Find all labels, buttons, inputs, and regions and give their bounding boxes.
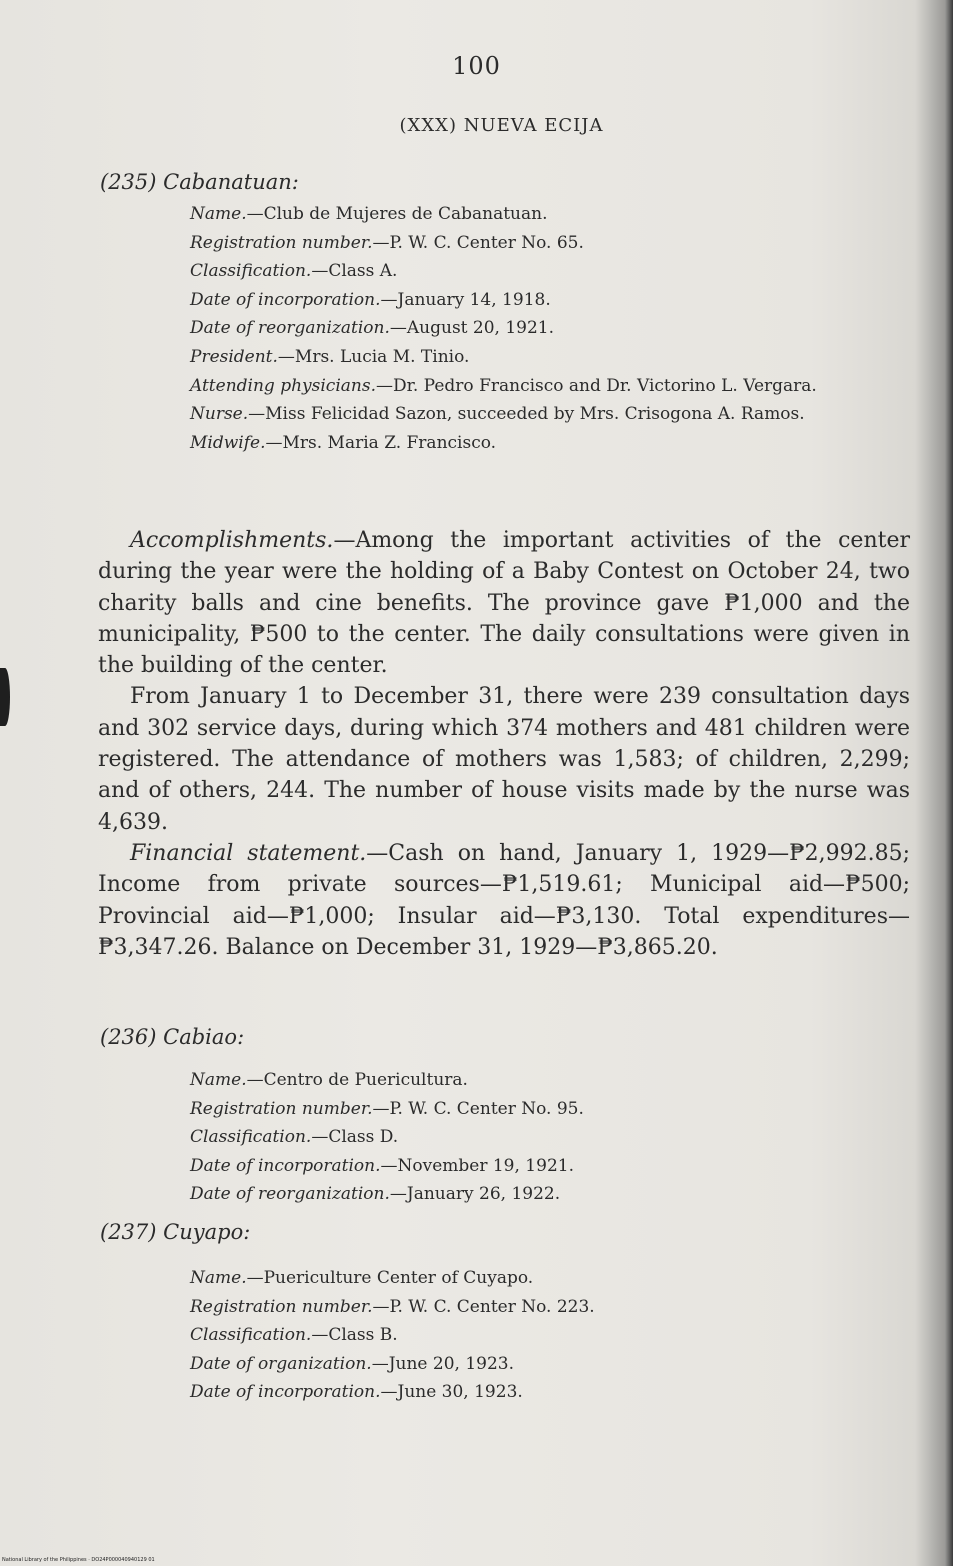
paragraph-lead: Financial statement.: [130, 840, 367, 866]
detail-row: [190, 1180, 912, 1209]
detail-value: Mrs. Lucia M. Tinio.: [294, 346, 470, 367]
dash: —: [333, 528, 356, 553]
paragraph-financial-statement: [98, 838, 910, 963]
detail-row: [190, 1350, 912, 1379]
entry-number: (237): [100, 1220, 157, 1244]
detail-label: Date of reorganization.: [190, 1184, 390, 1205]
entry-narrative-cabanatuan: [98, 525, 910, 963]
section-heading: (XXX) NUEVA ECIJA: [399, 115, 604, 136]
detail-row: [190, 1095, 912, 1124]
detail-value: P. W. C. Center No. 65.: [389, 232, 584, 253]
detail-row: [190, 1293, 912, 1322]
detail-row: [190, 200, 912, 229]
detail-row: [190, 286, 912, 315]
dash: —: [380, 1382, 398, 1403]
entry-place: Cuyapo:: [163, 1220, 251, 1244]
detail-value: P. W. C. Center No. 95.: [389, 1098, 584, 1119]
detail-row: [190, 257, 912, 286]
detail-row: [190, 1378, 912, 1407]
dash: —: [246, 204, 264, 224]
detail-value: January 26, 1922.: [406, 1184, 561, 1205]
detail-label: President.: [190, 346, 278, 367]
paragraph-lead: Accomplishments.: [130, 528, 334, 553]
page-edge-shadow: [945, 0, 953, 1566]
dash: —: [380, 289, 398, 310]
digitization-credit: National Library of the Philippines · DO24P000040940129 01: [2, 1557, 155, 1563]
paragraph-text: From January 1 to December 31, there were 239 consultation days and 302 service days, during which 374 mothers and 481 children were registered. The attendance of mothers was 1,583; of children, 2,299; and of others, 244. The number of house visits made by the nurse was 4,639.: [98, 684, 910, 835]
dash: —: [372, 232, 390, 253]
dash: —: [389, 1184, 407, 1205]
dash: —: [372, 1098, 390, 1119]
dash: —: [246, 1070, 264, 1090]
dash: —: [380, 1155, 398, 1176]
detail-row: [190, 1264, 912, 1293]
dash: —: [277, 346, 295, 367]
detail-label: Name.: [190, 1268, 247, 1288]
detail-value: Class B.: [328, 1325, 398, 1346]
dash: —: [311, 261, 329, 282]
entry-heading-cuyapo: [100, 1220, 250, 1244]
detail-row: [190, 1321, 912, 1350]
page-number: 100: [452, 52, 501, 80]
detail-value: Miss Felicidad Sazon, succeeded by Mrs. Crisogona A. Ramos.: [265, 404, 805, 425]
detail-row: [190, 400, 912, 429]
detail-row: [190, 1066, 912, 1095]
detail-label: Date of incorporation.: [190, 1155, 381, 1176]
detail-row: [190, 1152, 912, 1181]
detail-value: Class D.: [328, 1127, 399, 1148]
paragraph-accomplishments: [98, 525, 910, 681]
detail-value: Dr. Pedro Francisco and Dr. Victorino L. Vergara.: [392, 375, 817, 396]
paragraph-text: Cash on hand, January 1, 1929—₱2,992.85; Income from private sources—₱1,519.61; Municipal aid—₱500; Provincial aid—₱1,000; Insular aid—₱3,130. Total expenditures—₱3,347.26. Balance on December 31, 1929—₱3,865.20.: [98, 840, 911, 960]
dash: —: [371, 1353, 389, 1374]
detail-value: June 30, 1923.: [397, 1382, 523, 1403]
entry-place: Cabanatuan:: [163, 170, 299, 194]
detail-label: Date of reorganization.: [190, 318, 390, 339]
detail-value: January 14, 1918.: [397, 289, 551, 310]
dash: —: [372, 1296, 390, 1317]
dash: —: [265, 432, 283, 453]
detail-label: Registration number.: [190, 1296, 373, 1317]
detail-label: Name.: [190, 204, 247, 224]
detail-row: [190, 314, 912, 343]
paragraph-text: Among the important activities of the center during the year were the holding of a Baby Contest on October 24, two charity balls and cine benefits. The province gave ₱1,000 and the municipality, ₱500 to the center. The daily consultations were given in the building of the center.: [98, 528, 910, 679]
detail-label: Classification.: [190, 261, 312, 282]
detail-row: [190, 372, 912, 401]
detail-row: [190, 1123, 912, 1152]
detail-row: [190, 229, 912, 258]
detail-label: Attending physicians.: [190, 375, 376, 396]
entry-number: (235): [100, 170, 157, 194]
detail-row: [190, 429, 912, 458]
paragraph-statistics: [98, 681, 910, 837]
detail-value: Club de Mujeres de Cabanatuan.: [263, 204, 548, 224]
detail-label: Midwife.: [190, 432, 266, 453]
dash: —: [246, 1268, 264, 1288]
entry-details-cabanatuan: [190, 200, 912, 457]
detail-label: Date of organization.: [190, 1353, 372, 1374]
dash: —: [311, 1325, 329, 1346]
detail-value: Mrs. Maria Z. Francisco.: [282, 432, 497, 453]
detail-label: Registration number.: [190, 1098, 373, 1119]
detail-value: June 20, 1923.: [388, 1353, 515, 1374]
detail-value: P. W. C. Center No. 223.: [389, 1296, 595, 1317]
entry-heading-cabanatuan: [100, 170, 299, 194]
dash: —: [389, 318, 407, 339]
detail-value: Puericulture Center of Cuyapo.: [263, 1268, 534, 1288]
entry-place: Cabiao:: [163, 1025, 245, 1049]
dash: —: [375, 375, 393, 396]
detail-label: Classification.: [190, 1325, 312, 1346]
dash: —: [311, 1127, 329, 1148]
detail-value: Class A.: [328, 261, 398, 282]
dash: —: [366, 840, 389, 866]
detail-label: Nurse.: [190, 404, 249, 425]
detail-label: Registration number.: [190, 232, 373, 253]
dash: —: [248, 404, 266, 425]
entry-details-cuyapo: [190, 1264, 912, 1407]
detail-value: Centro de Puericultura.: [263, 1070, 468, 1090]
detail-label: Classification.: [190, 1127, 312, 1148]
detail-value: November 19, 1921.: [397, 1155, 574, 1176]
entry-details-cabiao: [190, 1066, 912, 1209]
detail-label: Date of incorporation.: [190, 1382, 381, 1403]
binding-mark: [0, 668, 10, 726]
detail-value: August 20, 1921.: [406, 318, 555, 339]
detail-row: [190, 343, 912, 372]
detail-label: Date of incorporation.: [190, 289, 381, 310]
entry-number: (236): [100, 1025, 157, 1049]
entry-heading-cabiao: [100, 1025, 244, 1049]
detail-label: Name.: [190, 1070, 247, 1090]
